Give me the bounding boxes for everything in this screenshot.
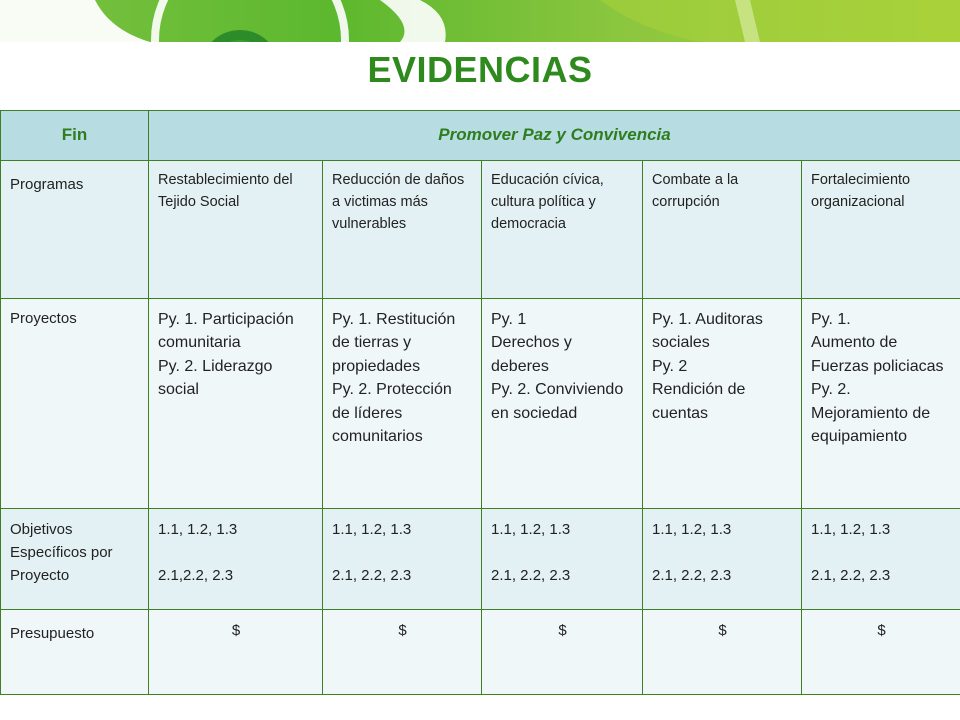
programa-cell: Educación cívica, cultura política y democracia xyxy=(482,160,643,298)
programa-cell: Combate a la corrupción xyxy=(643,160,802,298)
programa-cell: Reducción de daños a victimas más vulnerables xyxy=(323,160,482,298)
spacer xyxy=(158,541,314,564)
presupuesto-cell: $ xyxy=(323,609,482,694)
proyecto-cell: Py. 1. Auditoras sociales Py. 2 Rendición de cuentas xyxy=(643,298,802,509)
presupuesto-cell: $ xyxy=(482,609,643,694)
row-label-proyectos: Proyectos xyxy=(1,298,149,509)
spacer xyxy=(652,541,793,564)
proyecto-cell: Py. 1 Derechos y deberes Py. 2. Conviviendo en sociedad xyxy=(482,298,643,509)
row-label-presupuesto: Presupuesto xyxy=(1,609,149,694)
objetivo-cell xyxy=(643,509,802,610)
row-label-objetivos: Objetivos Específicos por Proyecto xyxy=(1,509,149,610)
presupuesto-cell: $ xyxy=(149,609,323,694)
decorative-banner-graphic xyxy=(0,0,960,42)
programa-cell: Fortalecimiento organizacional xyxy=(802,160,960,298)
slide-title: EVIDENCIAS xyxy=(367,49,593,90)
spacer xyxy=(811,541,952,564)
objetivo-line-2: 2.1, 2.2, 2.3 xyxy=(332,567,412,585)
objetivo-cell xyxy=(482,509,643,610)
programas-row xyxy=(1,160,960,298)
objetivo-line-1: 1.1, 1.2, 1.3 xyxy=(491,521,571,539)
programa-cell: Restablecimiento del Tejido Social xyxy=(149,160,323,298)
top-banner xyxy=(0,0,960,42)
objetivo-line-1: 1.1, 1.2, 1.3 xyxy=(652,521,732,539)
spacer xyxy=(491,541,634,564)
presupuesto-cell: $ xyxy=(643,609,802,694)
presupuesto-row xyxy=(1,609,960,694)
objetivo-line-1: 1.1, 1.2, 1.3 xyxy=(332,521,412,539)
objetivo-cell xyxy=(149,509,323,610)
objetivo-line-2: 2.1, 2.2, 2.3 xyxy=(652,567,732,585)
fin-value: Promover Paz y Convivencia xyxy=(149,111,960,161)
proyecto-cell: Py. 1. Aumento de Fuerzas policiacas Py. 2. Mejoramiento de equipamiento xyxy=(802,298,960,509)
objetivo-line-2: 2.1, 2.2, 2.3 xyxy=(811,567,891,585)
spacer xyxy=(332,541,473,564)
proyecto-cell: Py. 1. Participación comunitaria Py. 2. Liderazgo social xyxy=(149,298,323,509)
objetivo-line-1: 1.1, 1.2, 1.3 xyxy=(811,521,891,539)
evidence-table xyxy=(0,110,960,695)
objetivo-line-1: 1.1, 1.2, 1.3 xyxy=(158,521,238,539)
objetivo-cell xyxy=(802,509,960,610)
objetivo-cell xyxy=(323,509,482,610)
presupuesto-cell: $ xyxy=(802,609,960,694)
objetivo-line-2: 2.1,2.2, 2.3 xyxy=(158,567,234,585)
proyecto-cell: Py. 1. Restitución de tierras y propiedades Py. 2. Protección de líderes comunitarios xyxy=(323,298,482,509)
proyectos-row xyxy=(1,298,960,509)
objetivos-row xyxy=(1,509,960,610)
fin-label: Fin xyxy=(1,111,149,161)
objetivo-line-2: 2.1, 2.2, 2.3 xyxy=(491,567,571,585)
row-label-programas: Programas xyxy=(1,160,149,298)
header-row xyxy=(1,111,960,161)
